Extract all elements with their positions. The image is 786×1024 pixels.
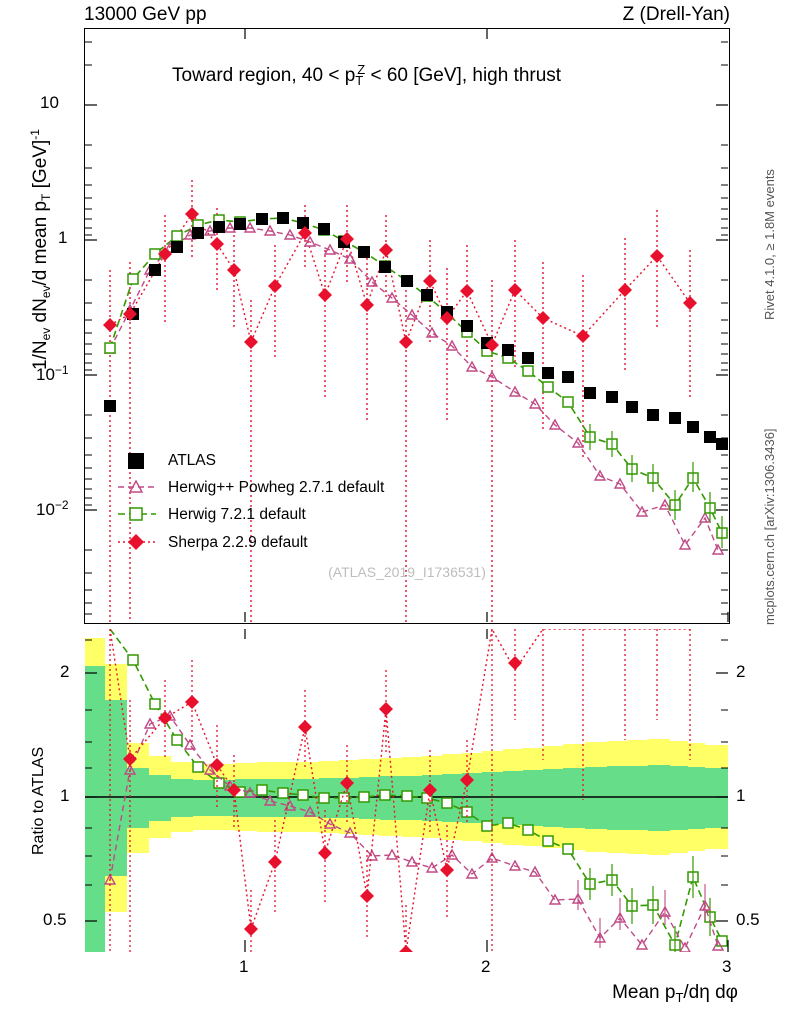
legend-label-atlas: ATLAS bbox=[168, 452, 216, 469]
watermark-text: (ATLAS_2019_I1736531) bbox=[328, 564, 486, 580]
header-left: 13000 GeV pp bbox=[84, 4, 207, 25]
plot-title-sub: T bbox=[355, 73, 364, 88]
ytick-10: 10 bbox=[40, 93, 59, 112]
x-axis-label bbox=[612, 982, 738, 1005]
ratio-ytick-1-right: 1 bbox=[736, 786, 746, 805]
xtick-2: 2 bbox=[481, 957, 491, 976]
plot-title-pre: Toward region, 40 < p bbox=[172, 65, 356, 86]
plot-title-sup: Z bbox=[357, 62, 366, 77]
ratio-ytick-2-left: 2 bbox=[60, 662, 70, 681]
ytick-1e-1: $10^{-1}$ bbox=[36, 363, 69, 384]
legend-label-herwigpp: Herwig++ Powheg 2.7.1 default bbox=[168, 479, 385, 496]
mcplots-label: mcplots.cern.ch [arXiv:1306.3436] bbox=[762, 428, 777, 625]
ratio-ytick-1-left: 1 bbox=[60, 786, 70, 805]
x-axis-label-pre: Mean p bbox=[612, 982, 676, 1003]
header-right: Z (Drell-Yan) bbox=[622, 4, 730, 25]
y-axis-label-ratio: Ratio to ATLAS bbox=[30, 746, 47, 855]
legend-label-sherpa: Sherpa 2.2.9 default bbox=[168, 534, 308, 551]
xtick-3: 3 bbox=[722, 957, 732, 976]
ratio-ytick-05-right: 0.5 bbox=[736, 910, 760, 929]
x-axis-label-post: /dη dφ bbox=[683, 982, 738, 1003]
legend-group bbox=[118, 453, 156, 550]
plot-title bbox=[172, 62, 561, 88]
plot-title-post: < 60 [GeV], high thrust bbox=[365, 65, 562, 86]
y-axis-label-main: $1/N_{ev}$ $dN_{ev}/d$ mean $p_T$ [GeV]$^{-1}$ bbox=[28, 129, 53, 370]
x-axis-label-sub: T bbox=[675, 990, 684, 1005]
ytick-1: 1 bbox=[58, 228, 68, 247]
ytick-1e-2: $10^{-2}$ bbox=[36, 498, 69, 519]
xtick-1: 1 bbox=[239, 957, 249, 976]
rivet-version-label: Rivet 4.1.0, ≥ 1.8M events bbox=[762, 169, 777, 320]
legend-label-herwig7: Herwig 7.2.1 default bbox=[168, 506, 306, 523]
ratio-ytick-05-left: 0.5 bbox=[43, 910, 67, 929]
ratio-ytick-2-right: 2 bbox=[736, 662, 746, 681]
